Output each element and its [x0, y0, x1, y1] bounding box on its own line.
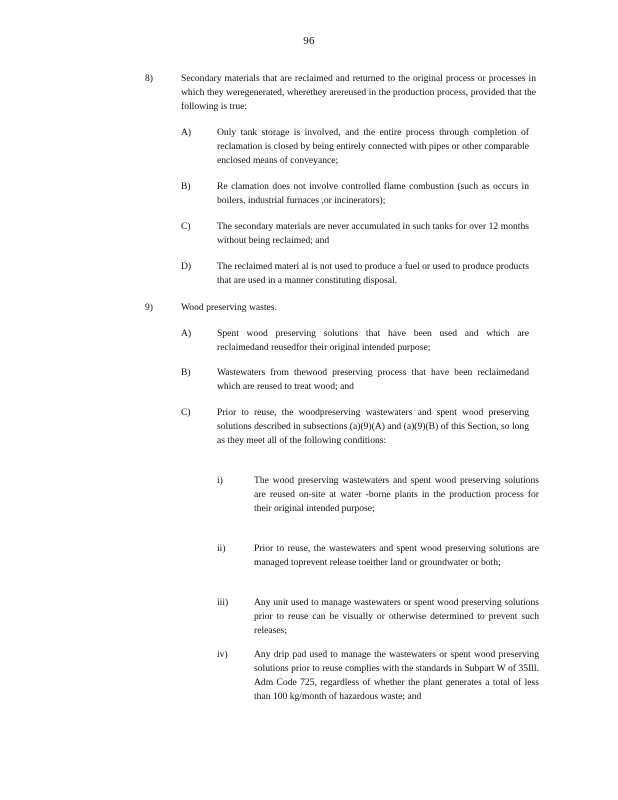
- subitem-text: Only tank storage is involved, and the entire process through completion of reclamation is closed by being entirely connected with pipes or other comparable enclosed means of conveyance;: [217, 127, 529, 166]
- subitem-text: Prior to reuse, the woodpreserving wastewaters and spent wood preserving solutions described in subsections (a)(9)(A) and (a)(9)(B) of this Section, so long as they meet all of the following conditions:: [217, 407, 529, 446]
- subitem-text: The reclaimed materi al is not used to produce a fuel or used to produce products that are used in a manner constituting disposal.: [217, 261, 529, 286]
- subitem-label: A): [181, 328, 192, 339]
- roman-label: iii): [217, 597, 229, 608]
- subitem-label: B): [181, 181, 191, 192]
- roman-label: iv): [217, 649, 228, 660]
- subitem-text: Re clamation does not involve controlled flame combustion (such as occurs in boilers, industrial furnaces ,or incinerators);: [217, 181, 529, 206]
- item-label: 9): [145, 302, 153, 313]
- subitem-text: The secondary materials are never accumulated in such tanks for over 12 months without being reclaimed; and: [217, 221, 529, 246]
- roman-label: i): [217, 475, 223, 486]
- item-label: 8): [145, 73, 153, 84]
- roman-text: Prior to reuse, the wastewaters and spent wood preserving solutions are managed toprevent release toeither land or groundwater or both;: [254, 543, 539, 568]
- subitem-label: B): [181, 367, 191, 378]
- item-text: Secondary materials that are reclaimed and returned to the original process or processes in which they weregenerated, wherethey arereused in the production process, provided that the following is true:: [181, 73, 536, 112]
- subitem-text: Spent wood preserving solutions that have been used and which are reclaimedand reusedfor their original intended purpose;: [217, 328, 529, 353]
- page-number: 96: [303, 35, 315, 47]
- item-text: Wood preserving wastes.: [181, 302, 277, 313]
- subitem-label: C): [181, 407, 191, 418]
- roman-text: Any unit used to manage wastewaters or spent wood preserving solutions prior to reuse can be visually or otherwise determined to prevent such releases;: [254, 597, 539, 636]
- subitem-text: Wastewaters from thewood preserving process that have been reclaimedand which are reused to treat wood; and: [217, 367, 529, 392]
- subitem-label: A): [181, 127, 192, 138]
- subitem-label: C): [181, 221, 191, 232]
- roman-text: Any drip pad used to manage the wastewaters or spent wood preserving solutions prior to reuse complies with the standards in Subpart W of 35Ill. Adm Code 725, regardless of whether the plant generates a total of less than 100 kg/month of hazardous waste; and: [254, 649, 539, 702]
- roman-text: The wood preserving wastewaters and spent wood preserving solutions are reused on-site at water -borne plants in the production process for their original intended purpose;: [254, 475, 539, 514]
- subitem-label: D): [181, 261, 192, 272]
- roman-label: ii): [217, 543, 226, 554]
